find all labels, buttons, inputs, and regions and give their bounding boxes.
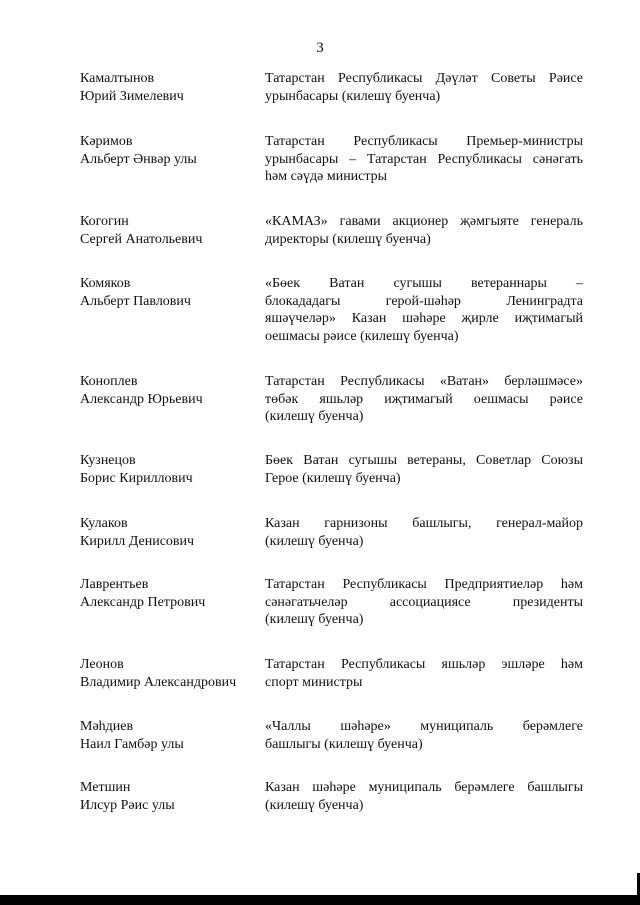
member-name: Лаврентьев Александр Петрович [80,577,206,610]
member-name: Камалтынов Юрий Зимелевич [80,71,184,104]
member-name: Мәһдиев Наил Гамбәр улы [80,719,184,752]
member-role: Татарстан Республикасы Дәүләт Советы Рәисе урынбасары (килешү буенча) [265,71,583,104]
member-role: Татарстан Республикасы яшьләр эшләре һәм спорт министры [265,657,583,690]
member-name: Когогин Сергей Анатольевич [80,214,203,247]
member-role: Татарстан Республикасы Премьер-министры урынбасары – Татарстан Республикасы сәнәгать һәм сәүдә министры [265,134,583,184]
page-number: 3 [316,40,324,56]
member-role: Казан шәһәре муниципаль берәмлеге башлыгы (килешү буенча) [265,780,583,813]
member-name: Кузнецов Борис Кириллович [80,453,193,486]
member-name: Коноплев Александр Юрьевич [80,374,203,407]
member-role: Бөек Ватан сугышы ветераны, Советлар Союзы Герое (килешү буенча) [265,453,583,486]
member-name: Леонов Владимир Александрович [80,657,237,690]
scan-bottom-border [0,895,640,905]
member-name: Метшин Илсур Рәис улы [80,780,175,813]
member-name: Комяков Альберт Павлович [80,276,191,309]
member-role: Татарстан Республикасы «Ватан» берләшмәсе» төбәк яшьләр иҗтимагый оешмасы рәисе (килешү буенча) [265,374,583,424]
member-role: Казан гарнизоны башлыгы, генерал-майор (килешү буенча) [265,516,583,549]
member-name: Кәримов Альберт Әнвәр улы [80,134,197,167]
member-role: «КАМАЗ» гавами акционер җәмгыяте генераль директоры (килешү буенча) [265,214,583,247]
member-role: «Бөек Ватан сугышы ветераннары – блокададагы герой-шәһәр Ленинградта яшәүчеләр» Казан шәһәре җирле иҗтимагый оешмасы рәисе (килешү буенча) [265,276,583,344]
member-role: Татарстан Республикасы Предприятиеләр һәм сәнәгатьчеләр ассоциациясе президенты (килешү буенча) [265,577,583,627]
member-role: «Чаллы шәһәре» муниципаль берәмлеге башлыгы (килешү буенча) [265,719,583,752]
member-name: Кулаков Кирилл Денисович [80,516,195,549]
